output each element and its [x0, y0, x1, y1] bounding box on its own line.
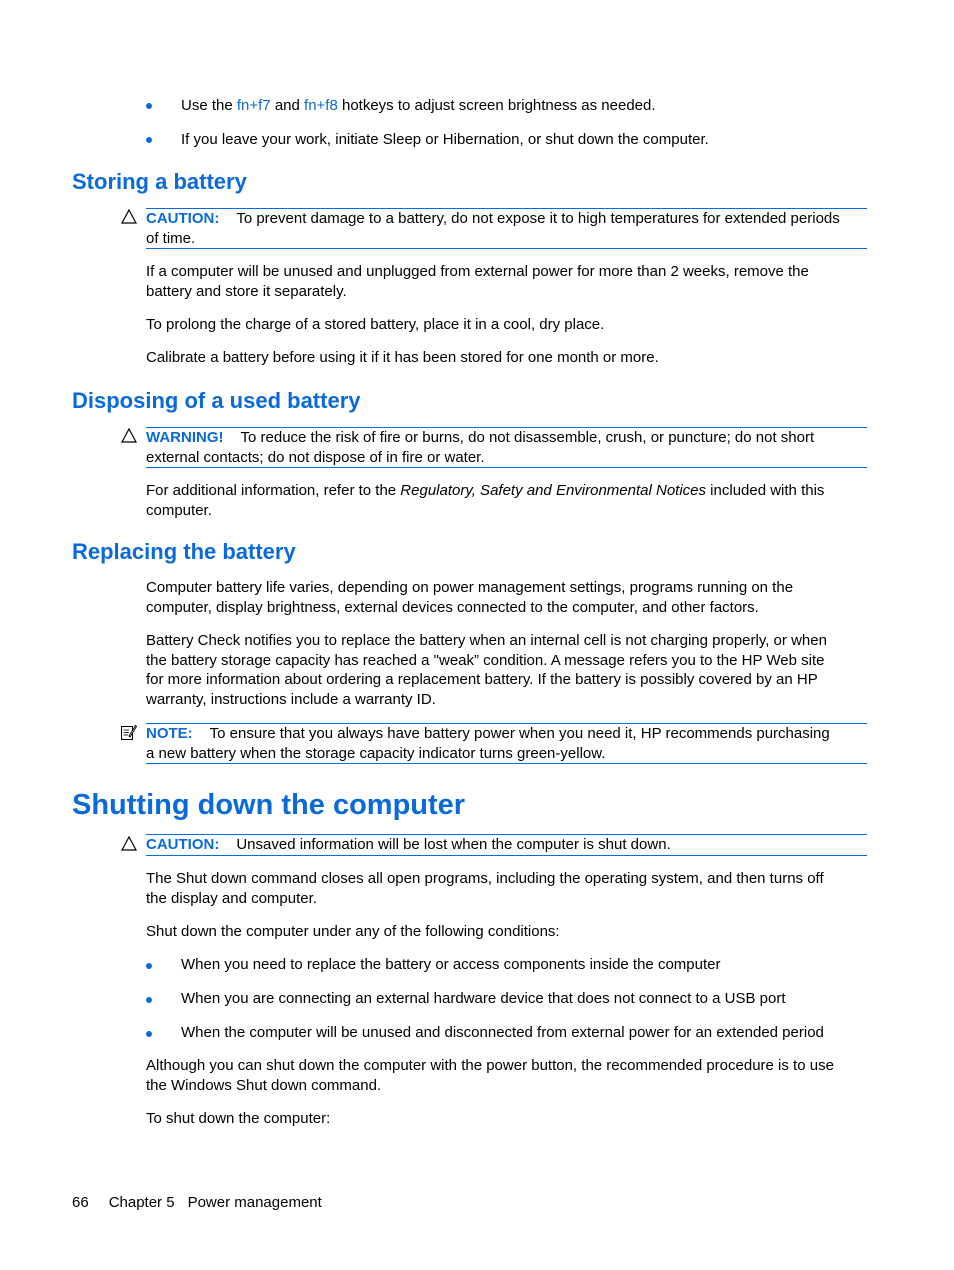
paragraph: The Shut down command closes all open programs, including the operating system, and then turns off the display and computer.	[146, 870, 824, 907]
paragraph: For additional information, refer to the Regulatory, Safety and Environmental Notices included with this computer.	[146, 482, 825, 519]
list-item: When you need to replace the battery or access components inside the computer	[181, 956, 721, 973]
hotkey-fn-f8: fn+f8	[304, 97, 338, 114]
paragraph: Computer battery life varies, depending on power management settings, programs running on the computer, display brightness, external devices connected to the computer, and other factors.	[146, 579, 794, 616]
caution-notice-shutdown: CAUTION: Unsaved information will be lost when the computer is shut down.	[146, 834, 867, 856]
paragraph: To prolong the charge of a stored battery, place it in a cool, dry place.	[146, 316, 605, 333]
hotkey-fn-f7: fn+f7	[236, 97, 271, 114]
note-notice: NOTE: To ensure that you always have battery power when you need it, HP recommends purchasing a new battery when the storage capacity indicator turns green-yellow.	[146, 723, 867, 764]
caution-triangle-icon	[121, 209, 137, 224]
bullet-dot	[146, 103, 152, 109]
note-label: NOTE:	[146, 725, 193, 742]
caution-label: CAUTION:	[146, 836, 220, 853]
bullet-dot	[146, 997, 152, 1003]
caution-label: CAUTION:	[146, 210, 220, 227]
page-footer	[72, 1193, 322, 1213]
list-item: When you are connecting an external hardware device that does not connect to a USB port	[181, 990, 786, 1007]
section-heading-disposing: Disposing of a used battery	[72, 388, 361, 413]
paragraph: If a computer will be unused and unplugged from external power for more than 2 weeks, remove the battery and store it separately.	[146, 263, 809, 300]
paragraph: Although you can shut down the computer with the power button, the recommended procedure is to use the Windows Shut down command.	[146, 1057, 834, 1094]
section-heading-replacing: Replacing the battery	[72, 539, 296, 564]
paragraph: Battery Check notifies you to replace the battery when an internal cell is not charging properly, or when the battery storage capacity has reached a "weak” condition. A message refers you to the HP Web site for more information about ordering a replacement battery. If the battery is possibly covered by an HP warranty, instructions include a warranty ID.	[146, 632, 827, 708]
caution-notice-storing: CAUTION: To prevent damage to a battery, do not expose it to high temperatures for extended periods of time.	[146, 208, 867, 249]
chapter-title: Power management	[187, 1194, 322, 1211]
chapter-label: Chapter 5	[108, 1194, 175, 1211]
note-icon	[120, 724, 137, 741]
paragraph: To shut down the computer:	[146, 1110, 331, 1127]
paragraph: Shut down the computer under any of the following conditions:	[146, 923, 560, 940]
bullet-dot	[146, 1031, 152, 1037]
caution-triangle-icon	[121, 836, 137, 851]
warning-notice: WARNING! To reduce the risk of fire or burns, do not disassemble, crush, or puncture; do not short external contacts; do not dispose of in fire or water.	[146, 427, 867, 468]
bullet-dot	[146, 963, 152, 969]
list-item: When the computer will be unused and disconnected from external power for an extended period	[181, 1024, 824, 1041]
page-number: 66	[72, 1194, 89, 1211]
warning-triangle-icon	[121, 428, 137, 443]
paragraph: Calibrate a battery before using it if it has been stored for one month or more.	[146, 349, 659, 366]
list-item: If you leave your work, initiate Sleep or Hibernation, or shut down the computer.	[181, 131, 709, 148]
bullet-dot	[146, 137, 152, 143]
chapter-heading-shutting-down: Shutting down the computer	[72, 789, 466, 821]
warning-label: WARNING!	[146, 429, 224, 446]
list-item: Use the fn+f7 and fn+f8 hotkeys to adjust screen brightness as needed.	[181, 97, 656, 114]
section-heading-storing: Storing a battery	[72, 169, 247, 194]
